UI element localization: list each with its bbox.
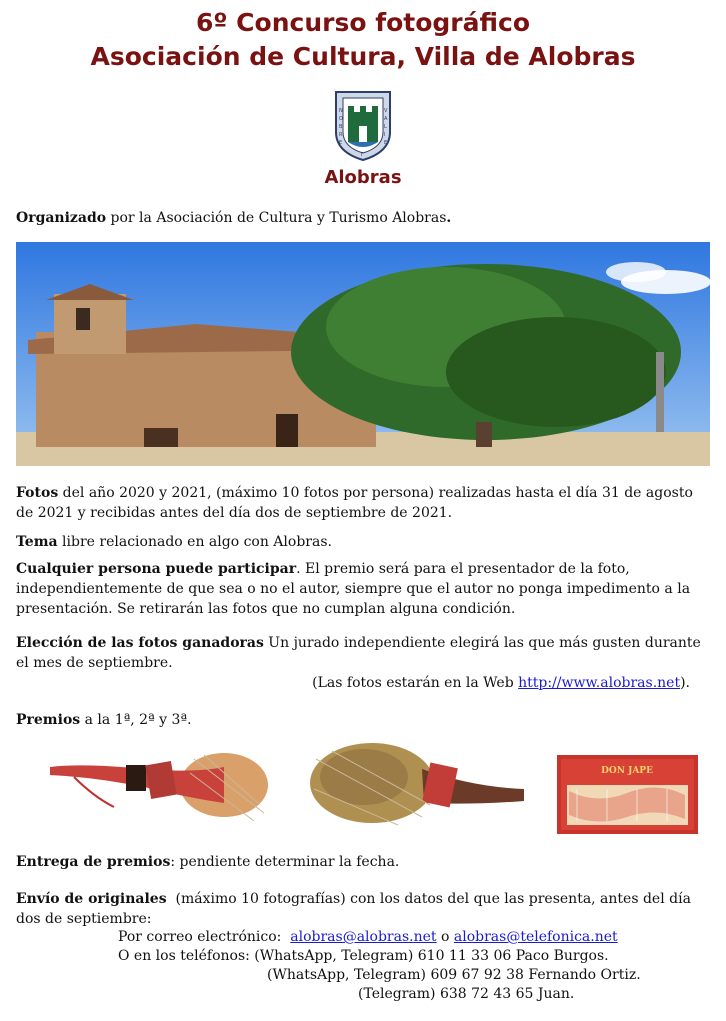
svg-text:I: I: [384, 132, 386, 138]
submission-label: Envío de originales: [16, 891, 167, 907]
photos-text: del año 2020 y 2021, (máximo 10 fotos por persona) realizadas hasta el día 31 de agosto de 2021 y recibidas antes del día dos de septiembre de 2021.: [16, 485, 693, 521]
participants-text: . El premio será para el presentador de la foto, independientemente de que sea o no el autor, siempre que el autor no ponga impedimento a la presentación. Se retirarán las fotos que no cumplan alguna condición.: [16, 561, 691, 617]
organizer-text: por la Asociación de Cultura y Turismo Alobras: [106, 210, 447, 226]
photos-label: Fotos: [16, 485, 59, 501]
prizes-paragraph: [16, 710, 710, 730]
prize-2-ham-image: [302, 729, 530, 835]
delivery-paragraph: [16, 852, 710, 872]
phone-line-2: (WhatsApp, Telegram) 609 67 92 38 Fernando Ortiz.: [267, 967, 641, 983]
svg-text:N: N: [339, 108, 343, 114]
prizes-text: a la 1ª, 2ª y 3ª.: [80, 712, 192, 728]
participants-label: Cualquier persona puede participar: [16, 561, 297, 577]
svg-text:T: T: [360, 152, 364, 158]
svg-text:O: O: [339, 116, 343, 122]
organizer-paragraph: [16, 208, 710, 228]
organizer-label: Organizado: [16, 210, 107, 226]
phone-line-3: (Telegram) 638 72 43 65 Juan.: [358, 986, 575, 1002]
svg-text:B: B: [339, 124, 343, 130]
email-separator: o: [436, 929, 454, 945]
svg-text:E: E: [384, 140, 388, 146]
prizes-label: Premios: [16, 712, 81, 728]
email-prefix: Por correo electrónico:: [118, 929, 291, 945]
email-line: [118, 928, 618, 947]
selection-paragraph: [16, 633, 710, 673]
theme-paragraph: [16, 532, 710, 552]
gift-box-brand: DON JAPE: [601, 766, 653, 776]
delivery-text: : pendiente determinar la fecha.: [170, 854, 400, 870]
svg-text:R: R: [339, 132, 343, 138]
phone-line-1: O en los teléfonos: (WhatsApp, Telegram) 610 11 33 06 Paco Burgos.: [118, 948, 609, 964]
website-prefix: (Las fotos estarán en la Web: [312, 675, 519, 691]
page-title-line2: Asociación de Cultura, Villa de Alobras: [90, 42, 636, 71]
website-line: [16, 673, 690, 693]
website-suffix: ).: [680, 675, 690, 691]
email-link-alobras[interactable]: alobras@alobras.net: [290, 929, 437, 945]
theme-label: Tema: [16, 534, 58, 550]
email-link-telefonica[interactable]: alobras@telefonica.net: [453, 929, 618, 945]
svg-text:L: L: [384, 124, 387, 130]
svg-text:E: E: [339, 140, 343, 146]
prize-1-ham-image: [44, 737, 270, 835]
theme-text: libre relacionado en algo con Alobras.: [57, 534, 332, 550]
page-title-line1: 6º Concurso fotográfico: [195, 8, 531, 37]
svg-text:V: V: [384, 108, 388, 114]
prize-3-gift-box-image: [557, 755, 698, 834]
church-photo: [16, 242, 710, 466]
submission-text: (máximo 10 fotografías) con los datos del que las presenta, antes del día dos de septiembre:: [16, 891, 696, 927]
organizer-period: .: [446, 210, 452, 226]
website-link[interactable]: http://www.alobras.net: [518, 675, 681, 691]
coat-of-arms-icon: [334, 90, 392, 162]
selection-text: Un jurado independiente elegirá las que más gusten durante el mes de septiembre.: [16, 635, 701, 671]
svg-text:A: A: [384, 116, 388, 122]
photos-paragraph: [16, 483, 710, 523]
submission-paragraph: [16, 889, 710, 929]
participants-paragraph: [16, 559, 710, 619]
town-name: Alobras: [324, 167, 402, 188]
delivery-label: Entrega de premios: [16, 854, 171, 870]
selection-label: Elección de las fotos ganadoras: [16, 635, 264, 651]
